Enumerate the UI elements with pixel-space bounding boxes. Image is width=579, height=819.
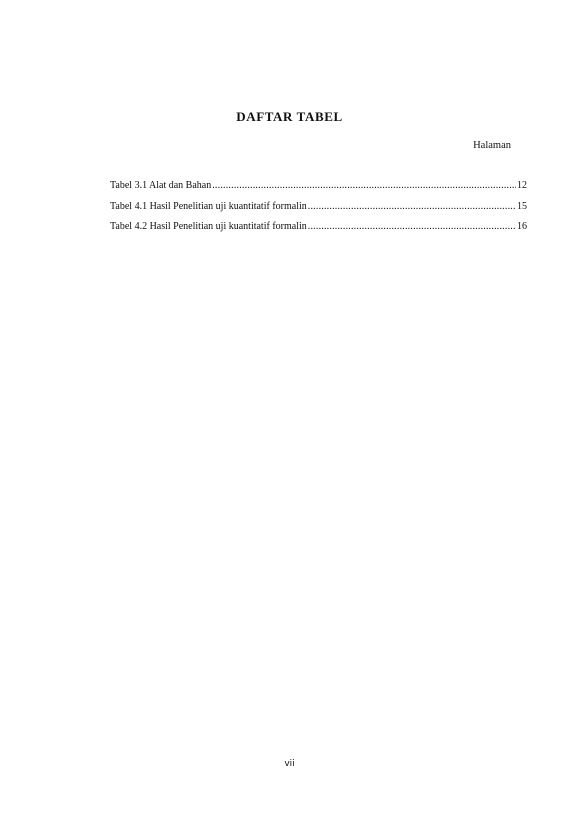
list-item [110,201,527,222]
page-number-footer: vii [284,759,295,769]
dot-leader [212,180,516,191]
entry-page-number: 12 [517,180,527,191]
page-column-label: Halaman [473,140,511,151]
list-item [110,221,527,242]
table-list [110,180,527,242]
entry-label: Tabel 4.1 Hasil Penelitian uji kuantitatif formalin [110,200,307,212]
entry-label: Tabel 3.1 Alat dan Bahan [110,180,212,191]
list-item [110,180,527,201]
dot-leader [308,201,516,212]
page-title: DAFTAR TABEL [236,109,343,124]
entry-label: Tabel 4.2 Hasil Penelitian uji kuantitatif formalin [110,221,307,232]
entry-page-number: 15 [517,200,527,212]
dot-leader [308,221,516,232]
entry-page-number: 16 [517,221,527,232]
